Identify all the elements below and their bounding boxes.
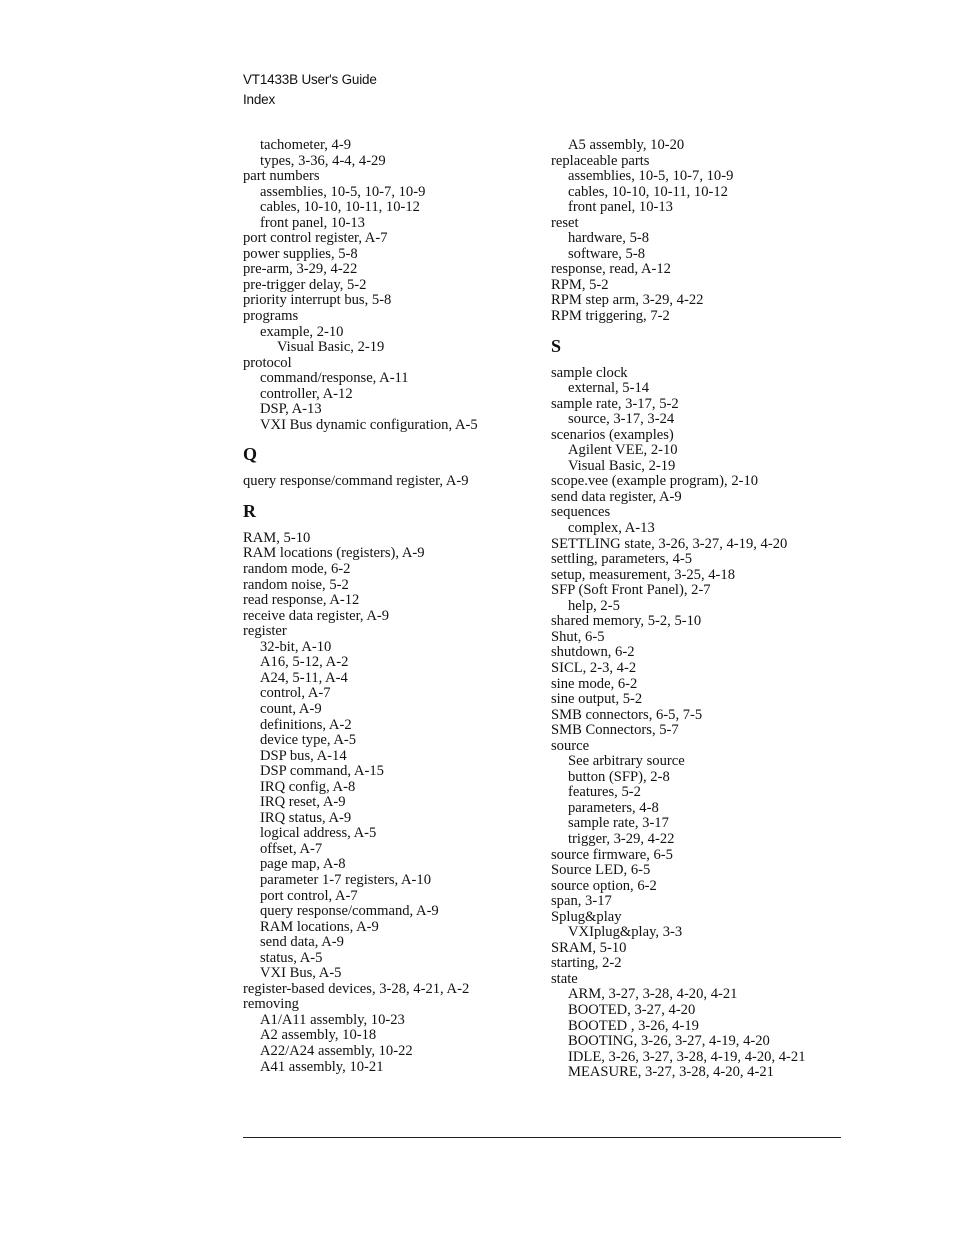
index-subentry: page map, A-8	[260, 856, 346, 873]
index-subentry: DSP bus, A-14	[260, 747, 347, 764]
index-subentry: IDLE, 3-26, 3-27, 3-28, 4-19, 4-20, 4-21	[568, 1048, 806, 1065]
index-column-left	[243, 138, 533, 1075]
index-subentry: A22/A24 assembly, 10-22	[260, 1042, 413, 1059]
index-entry: starting, 2-2	[551, 955, 622, 972]
index-entry: response, read, A-12	[551, 261, 671, 278]
index-subentry: help, 2-5	[568, 597, 620, 614]
index-subentry: definitions, A-2	[260, 716, 352, 733]
index-entry: span, 3-17	[551, 893, 612, 910]
index-subentry: command/response, A-11	[260, 370, 409, 387]
index-entry: RPM triggering, 7-2	[551, 308, 670, 325]
index-subentry: trigger, 3-29, 4-22	[568, 830, 675, 847]
index-subentry: logical address, A-5	[260, 825, 377, 842]
index-entry: removing	[243, 996, 299, 1013]
index-entry: RPM step arm, 3-29, 4-22	[551, 292, 704, 309]
index-entry: SICL, 2-3, 4-2	[551, 659, 637, 676]
index-subentry: source, 3-17, 3-24	[568, 411, 675, 428]
index-entry: replaceable parts	[551, 152, 650, 169]
index-subentry: VXI Bus, A-5	[260, 965, 342, 982]
index-subentry: BOOTING, 3-26, 3-27, 4-19, 4-20	[568, 1033, 770, 1050]
index-subentry: hardware, 5-8	[568, 230, 650, 247]
index-entry: receive data register, A-9	[243, 607, 390, 624]
index-subentry: types, 3-36, 4-4, 4-29	[260, 152, 386, 169]
index-subentry: A16, 5-12, A-2	[260, 654, 349, 671]
index-entry: RAM, 5-10	[243, 529, 311, 546]
index-subentry: 32-bit, A-10	[260, 638, 332, 655]
index-entry: shutdown, 6-2	[551, 644, 635, 661]
index-entry: power supplies, 5-8	[243, 245, 358, 262]
index-subentry: VXIplug&play, 3-3	[568, 924, 683, 941]
index-entry: sample rate, 3-17, 5-2	[551, 395, 679, 412]
index-subentry: A1/A11 assembly, 10-23	[260, 1011, 405, 1028]
index-entry: source firmware, 6-5	[551, 846, 673, 863]
index-subentry: BOOTED, 3-27, 4-20	[568, 1001, 696, 1018]
index-entry: read response, A-12	[243, 592, 360, 609]
document-title: VT1433B User's Guide	[243, 72, 377, 87]
index-entry: programs	[243, 308, 299, 325]
index-entry: register	[243, 623, 287, 640]
index-entry: sample clock	[551, 364, 628, 381]
index-subentry: RAM locations, A-9	[260, 918, 379, 935]
index-subentry: IRQ status, A-9	[260, 809, 352, 826]
index-subentry: cables, 10-10, 10-11, 10-12	[260, 199, 420, 216]
index-subentry: A5 assembly, 10-20	[568, 137, 685, 153]
index-entry: protocol	[243, 354, 292, 371]
index-subentry: ARM, 3-27, 3-28, 4-20, 4-21	[568, 986, 738, 1003]
index-subentry: external, 5-14	[568, 380, 650, 397]
index-entry: setup, measurement, 3-25, 4-18	[551, 566, 735, 583]
index-subentry: control, A-7	[260, 685, 331, 702]
index-subentry: features, 5-2	[568, 784, 641, 801]
index-subentry: A24, 5-11, A-4	[260, 669, 348, 686]
index-subentry: MEASURE, 3-27, 3-28, 4-20, 4-21	[568, 1064, 774, 1081]
index-subentry: offset, A-7	[260, 840, 323, 857]
index-entry: scenarios (examples)	[551, 426, 674, 443]
index-subentry: A2 assembly, 10-18	[260, 1027, 377, 1044]
index-subentry: query response/command, A-9	[260, 903, 439, 920]
index-subentry: DSP command, A-15	[260, 763, 384, 780]
index-subentry: See arbitrary source	[568, 753, 685, 770]
index-subentry: status, A-5	[260, 949, 323, 966]
index-entry: sequences	[551, 504, 611, 521]
index-entry: settling, parameters, 4-5	[551, 551, 693, 568]
index-entry: scope.vee (example program), 2-10	[551, 473, 759, 490]
index-entry: state	[551, 970, 578, 987]
index-subentry: send data, A-9	[260, 934, 344, 951]
footer-rule	[243, 1137, 841, 1138]
index-subentry: cables, 10-10, 10-11, 10-12	[568, 183, 728, 200]
index-subentry: example, 2-10	[260, 323, 344, 340]
page-header	[243, 70, 377, 109]
index-entry: query response/command register, A-9	[243, 473, 469, 490]
index-entry: priority interrupt bus, 5-8	[243, 292, 392, 309]
index-entry: send data register, A-9	[551, 488, 682, 505]
index-subentry: Visual Basic, 2-19	[568, 457, 676, 474]
index-subentry: sample rate, 3-17	[568, 815, 669, 832]
section-title: Index	[243, 91, 276, 107]
index-entry: sine output, 5-2	[551, 691, 643, 708]
index-entry: source option, 6-2	[551, 877, 657, 894]
index-subentry: assemblies, 10-5, 10-7, 10-9	[568, 168, 734, 185]
index-subentry: DSP, A-13	[260, 401, 322, 418]
index-subentry: software, 5-8	[568, 245, 645, 262]
index-subentry: IRQ config, A-8	[260, 778, 356, 795]
index-entry: SMB Connectors, 5-7	[551, 722, 679, 739]
index-subentry: parameters, 4-8	[568, 799, 659, 816]
index-entry: SRAM, 5-10	[551, 939, 627, 956]
index-entry: Shut, 6-5	[551, 628, 605, 645]
index-column-right	[551, 138, 846, 1081]
index-entry: SETTLING state, 3-26, 3-27, 4-19, 4-20	[551, 535, 788, 552]
index-entry: pre-arm, 3-29, 4-22	[243, 261, 358, 278]
index-entry: shared memory, 5-2, 5-10	[551, 613, 702, 630]
index-entry: sine mode, 6-2	[551, 675, 638, 692]
index-subentry: BOOTED , 3-26, 4-19	[568, 1017, 699, 1034]
index-entry: random noise, 5-2	[243, 576, 349, 593]
index-entry: Splug&play	[551, 908, 622, 925]
index-entry: random mode, 6-2	[243, 561, 351, 578]
index-subentry: parameter 1-7 registers, A-10	[260, 871, 432, 888]
index-subentry: port control, A-7	[260, 887, 358, 904]
index-subentry: button (SFP), 2-8	[568, 768, 670, 785]
index-subentry: IRQ reset, A-9	[260, 794, 346, 811]
index-subentry: tachometer, 4-9	[260, 137, 351, 153]
index-subentry: device type, A-5	[260, 732, 357, 749]
index-letter-heading: S	[551, 335, 562, 356]
index-subentry: assemblies, 10-5, 10-7, 10-9	[260, 183, 426, 200]
index-subentry: count, A-9	[260, 700, 322, 717]
index-entry: part numbers	[243, 168, 320, 185]
index-entry: register-based devices, 3-28, 4-21, A-2	[243, 980, 470, 997]
index-entry: source	[551, 737, 590, 754]
index-subentry: A41 assembly, 10-21	[260, 1058, 384, 1075]
index-entry: pre-trigger delay, 5-2	[243, 276, 367, 293]
index-entry: RAM locations (registers), A-9	[243, 545, 425, 562]
index-entry: Source LED, 6-5	[551, 862, 651, 879]
index-subentry: VXI Bus dynamic configuration, A-5	[260, 416, 478, 433]
index-subentry: front panel, 10-13	[568, 199, 673, 216]
index-letter-heading: R	[243, 500, 256, 521]
index-subentry: complex, A-13	[568, 520, 655, 537]
index-entry: reset	[551, 214, 579, 231]
index-subentry: front panel, 10-13	[260, 214, 365, 231]
index-entry: RPM, 5-2	[551, 276, 609, 293]
index-letter-heading: Q	[243, 444, 258, 465]
index-entry: port control register, A-7	[243, 230, 388, 247]
index-subentry: Visual Basic, 2-19	[277, 339, 385, 356]
index-subentry: controller, A-12	[260, 385, 353, 402]
index-entry: SFP (Soft Front Panel), 2-7	[551, 582, 711, 599]
index-subentry: Agilent VEE, 2-10	[568, 442, 678, 459]
index-entry: SMB connectors, 6-5, 7-5	[551, 706, 703, 723]
